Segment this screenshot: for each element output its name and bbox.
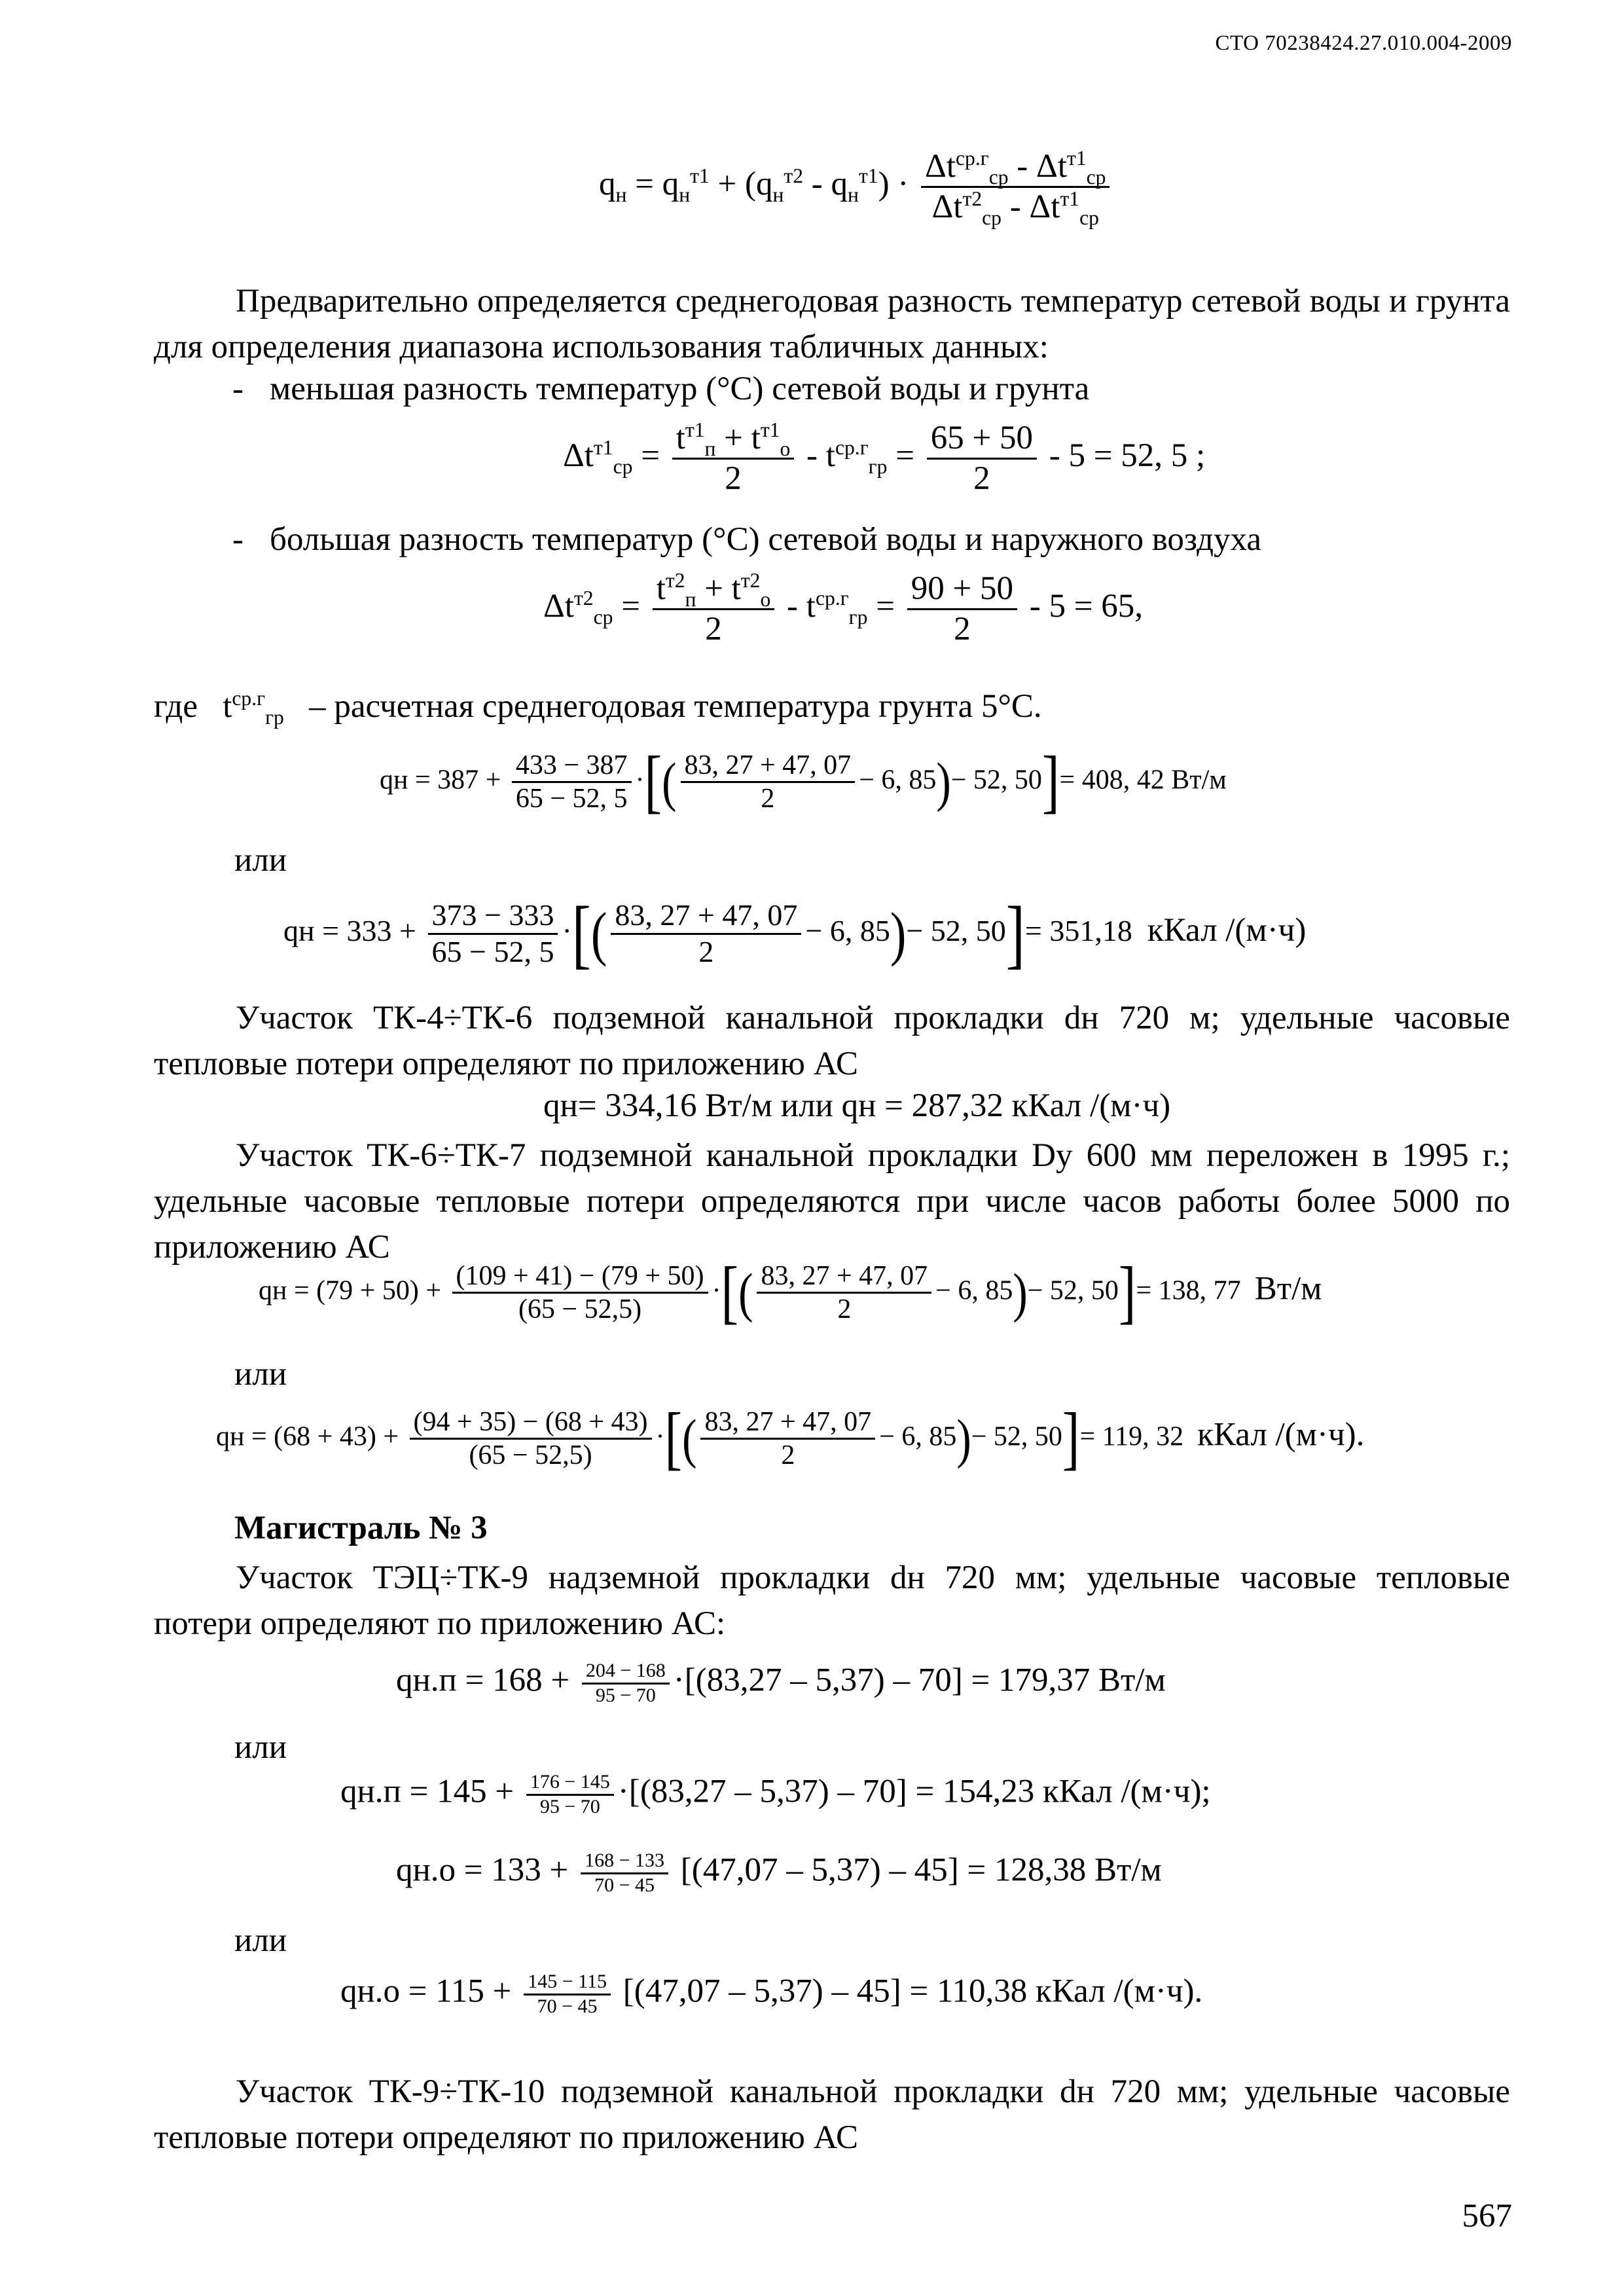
formula-dt1: $\Delta t^{т1}_{ср}$ = $t^{т1}_п + t^{т1}_о$ 2 - $t^{ср.г}_{гр}$ = $\frac{65 + 50}{2}$ - 5 = 52, 5 ; (563, 418, 1206, 497)
result-tk4-tk6: qн= 334,16 Вт/м или qн = 287,32 кКал /(м·ч) (543, 1087, 1171, 1124)
paragraph-section-tec-tk9: Участок ТЭЦ÷ТК-9 надземной прокладки dн 720 мм; удельные часовые тепловые потери определяют по приложению АС: (154, 1559, 1510, 1642)
formula-qno-kcal: qн.о = 115 + $\frac{145 - 115}{70 - 45}$ [(47,07 – 5,37) – 45] = 110,38 кКал /(м·ч). (340, 1971, 1203, 2017)
formula-qnp-kcal: qн.п = 145 + $\frac{176 - 145}{95 - 70}$ ·[(83,27 – 5,37) – 70] = 154,23 кКал /(м·ч); (340, 1771, 1211, 1817)
formula-q-kcal-1: qн = 333 + $\frac{373 - 333}{65 - 52, 5}$ ·[( $\frac{83, 27 + 47, 07}{2}$ − 6, 85)− 52, 50]= 351,18 кКал /(м·ч) (283, 890, 1307, 976)
formula-qno-watt: qн.о = 133 + $\frac{168 - 133}{70 - 45}$ [(47,07 – 5,37) – 45] = 128,38 Вт/м (396, 1850, 1162, 1896)
formula-qnp-watt: qн.п = 168 + $\frac{204 - 168}{95 - 70}$ ·[(83,27 – 5,37) – 70] = 179,37 Вт/м (396, 1660, 1166, 1706)
or-label-4: или (234, 1922, 287, 1959)
formula-interpolation: $q_н = q_н^{т1} + (q_н^{т2} - q_н^{т1})$ · $\Delta t^{ср.г}_{ср} - \Delta t^{т1}_{ср}$ $\Delta t^{т2}_{ср} - \Delta t^{т1}_{ср}$ (599, 147, 1113, 226)
interpolation-fraction: $\Delta t^{ср.г}_{ср} - \Delta t^{т1}_{ср}$ $\Delta t^{т2}_{ср} - \Delta t^{т1}_{ср}$ (921, 147, 1110, 226)
paragraph-section-tk4-tk6: Участок ТК-4÷ТК-6 подземной канальной прокладки dн 720 м; удельные часовые тепловые потери определяют по приложению АС (154, 1000, 1510, 1082)
formula-dt2: $\Delta t^{т2}_{ср}$ = $t^{т2}_п + t^{т2}_о$ 2 - $t^{ср.г}_{гр}$ = $\frac{90 + 50}{2}$ - 5 = 65, (543, 569, 1143, 647)
or-label-3: или (234, 1729, 287, 1766)
paragraph-section-tk6-tk7: Участок ТК-6÷ТК-7 подземной канальной прокладки Dу 600 мм переложен в 1995 г.; удельные часовые тепловые потери определяются при числе часов работы более 5000 по приложению АС (154, 1137, 1510, 1266)
page-number: 567 (1462, 2198, 1512, 2234)
formula-q-watt-2: qн = (79 + 50) + $\frac{(109 + 41) - (79 + 50)}{(65 - 52,5)}$ ·[( $\frac{83, 27 + 47, 07}{2}$ − 6, 85)− 52, 50]= 138, 77 Вт/м (259, 1253, 1322, 1331)
where-definition: где $t^{ср.г}_{гр}$ – расчетная среднегодовая температура грунта 5°С. (154, 687, 1042, 729)
section-heading-main-3: Магистраль № 3 (234, 1510, 488, 1546)
bullet-larger-difference: - большая разность температур (°С) сетевой воды и наружного воздуха (232, 521, 1262, 558)
paragraph-section-tk9-tk10: Участок ТК-9÷ТК-10 подземной канальной прокладки dн 720 мм; удельные часовые тепловые потери определяют по приложению АС (154, 2073, 1510, 2156)
formula-q-kcal-2: qн = (68 + 43) + $\frac{(94 + 35) - (68 + 43)}{(65 - 52,5)}$ ·[( $\frac{83, 27 + 47, 07}{2}$ − 6, 85)− 52, 50]= 119, 32 кКал /(м·ч). (216, 1399, 1365, 1477)
paragraph-preliminary: Предварительно определяется среднегодовая разность температур сетевой воды и грунта для определения диапазона использования табличных данных: (154, 283, 1510, 365)
document-code-header: СТО 70238424.27.010.004-2009 (1215, 31, 1512, 55)
or-label-1: или (234, 842, 287, 879)
bullet-smaller-difference: - меньшая разность температур (°С) сетевой воды и грунта (232, 371, 1090, 407)
formula-q-watt-1: qн = 387 + $\frac{433 - 387}{65 - 52, 5}$ ·[( $\frac{83, 27 + 47, 07}{2}$ − 6, 85)− 52, 50]= 408, 42 Вт/м (380, 742, 1227, 820)
or-label-2: или (234, 1356, 287, 1393)
